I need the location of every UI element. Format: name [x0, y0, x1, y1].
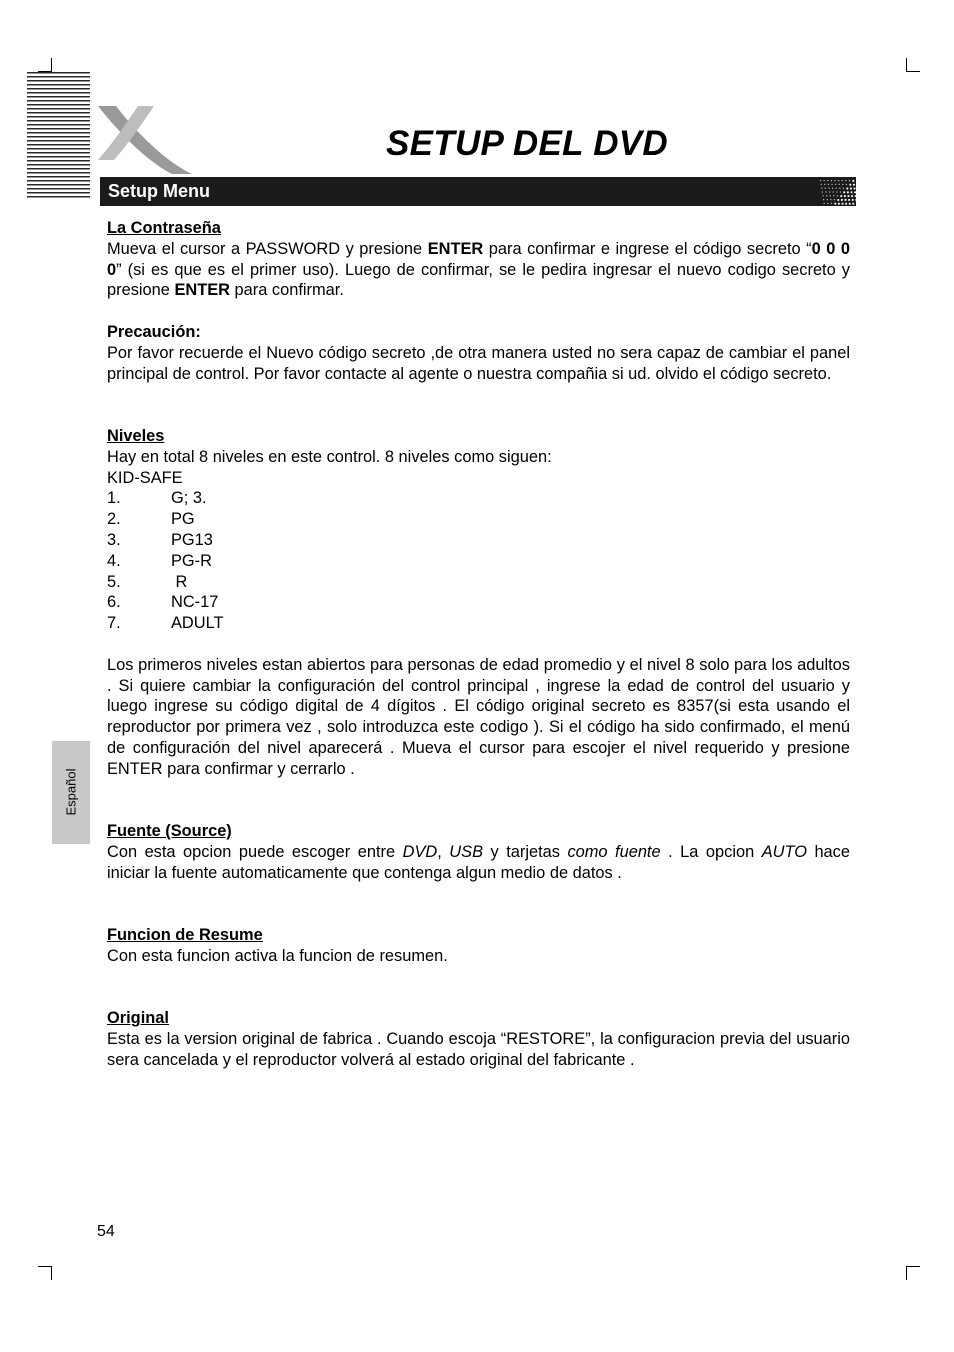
resume-heading: Funcion de Resume — [107, 926, 263, 945]
page-content — [107, 218, 850, 1071]
level-label: R — [171, 572, 188, 591]
level-number: 6. — [107, 593, 121, 612]
caution-paragraph: Por favor recuerde el Nuevo código secreto ,de otra manera usted no sera capaz de cambiar el panel principal de control. Por favor contacte al agente o nuestra compañia si ud. olvido el código secreto. — [107, 343, 850, 383]
password-default-code: 0 0 0 0 — [107, 239, 850, 279]
list-item — [107, 551, 850, 572]
level-label: ADULT — [171, 614, 224, 633]
list-item — [107, 509, 850, 530]
source-text-5: hace iniciar la fuente automaticamente que contenga algun medio de datos . — [107, 842, 850, 882]
level-number: 3. — [107, 530, 121, 549]
crop-mark-bottom-right — [906, 1266, 920, 1280]
page-title: SETUP DEL DVD — [386, 124, 669, 163]
section-header-bar — [100, 177, 856, 206]
levels-intro: Hay en total 8 niveles en este control. 8 niveles como siguen: — [107, 447, 552, 466]
crop-mark-top-left — [38, 58, 52, 72]
source-text-3: y tarjetas — [483, 842, 568, 861]
list-item — [107, 592, 850, 613]
levels-first: KID-SAFE — [107, 468, 183, 487]
password-text-4: para confirmar. — [230, 281, 344, 300]
level-label: NC-17 — [171, 593, 219, 612]
crop-mark-bottom-left — [38, 1266, 52, 1280]
password-text-2: para confirmar e ingrese el código secreto “ — [483, 239, 812, 258]
level-number: 7. — [107, 614, 121, 633]
source-option-cards: como fuente — [567, 842, 661, 861]
list-item — [107, 572, 850, 593]
source-text-2: , — [437, 842, 450, 861]
level-number: 2. — [107, 510, 121, 529]
brand-x-logo — [96, 104, 196, 176]
level-label: PG13 — [171, 530, 213, 549]
password-paragraph — [107, 239, 850, 301]
source-option-usb: USB — [449, 842, 483, 861]
dot-pattern-decoration — [816, 177, 856, 206]
list-item — [107, 613, 850, 634]
source-option-dvd: DVD — [402, 842, 438, 861]
resume-paragraph: Con esta funcion activa la funcion de resumen. — [107, 946, 448, 965]
level-number: 4. — [107, 551, 121, 570]
levels-list — [107, 488, 850, 634]
password-text-3: ” (si es que es el primer uso). Luego de confirmar, se le pedira ingresar el nuevo codigo secreto y presione — [107, 260, 850, 300]
levels-heading: Niveles — [107, 426, 165, 445]
section-title: Setup Menu — [108, 181, 210, 201]
password-heading: La Contraseña — [107, 219, 221, 237]
list-item — [107, 488, 850, 509]
original-heading: Original — [107, 1009, 169, 1028]
source-text-1: Con esta opcion puede escoger entre — [107, 842, 403, 861]
level-label: G; 3. — [171, 489, 207, 508]
source-option-auto: AUTO — [761, 842, 807, 861]
password-text-1: Mueva el cursor a PASSWORD y presione — [107, 239, 428, 258]
source-text-4: . La opcion — [660, 842, 762, 861]
level-label: PG-R — [171, 551, 212, 570]
original-paragraph: Esta es la version original de fabrica . Cuando escoja “RESTORE”, la configuracion previa del usuario sera cancelada y el reproductor volverá al estado original del fabricante . — [107, 1030, 850, 1069]
source-heading: Fuente (Source) — [107, 822, 232, 841]
password-enter-2: ENTER — [174, 281, 230, 300]
list-item — [107, 530, 850, 551]
password-enter-1: ENTER — [427, 239, 484, 258]
level-label: PG — [171, 510, 195, 529]
level-number: 1. — [107, 489, 121, 508]
source-paragraph — [107, 842, 850, 884]
caution-heading: Precaución: — [107, 322, 201, 341]
language-side-tab — [52, 741, 90, 844]
levels-description: Los primeros niveles estan abiertos para personas de edad promedio y el nivel 8 solo para los adultos . Si quiere cambiar la configuración del control principal , ingrese la edad de control del usuario y luego ingrese su código digital de 4 dígitos . El código original secreto es 8357(si esta usando el reproductor por primera vez , solo introduzca este codigo ). Si el código ha sido confirmado, el menú de configuración del nivel aparecerá . Mueva el cursor para escojer el nivel requerido y presione ENTER para confirmar y cerrarlo . — [107, 655, 850, 778]
language-label: Español — [63, 768, 79, 816]
page-number: 54 — [97, 1223, 115, 1240]
crop-mark-top-right — [906, 58, 920, 72]
decorative-stripes — [27, 72, 90, 200]
level-number: 5. — [107, 572, 121, 591]
